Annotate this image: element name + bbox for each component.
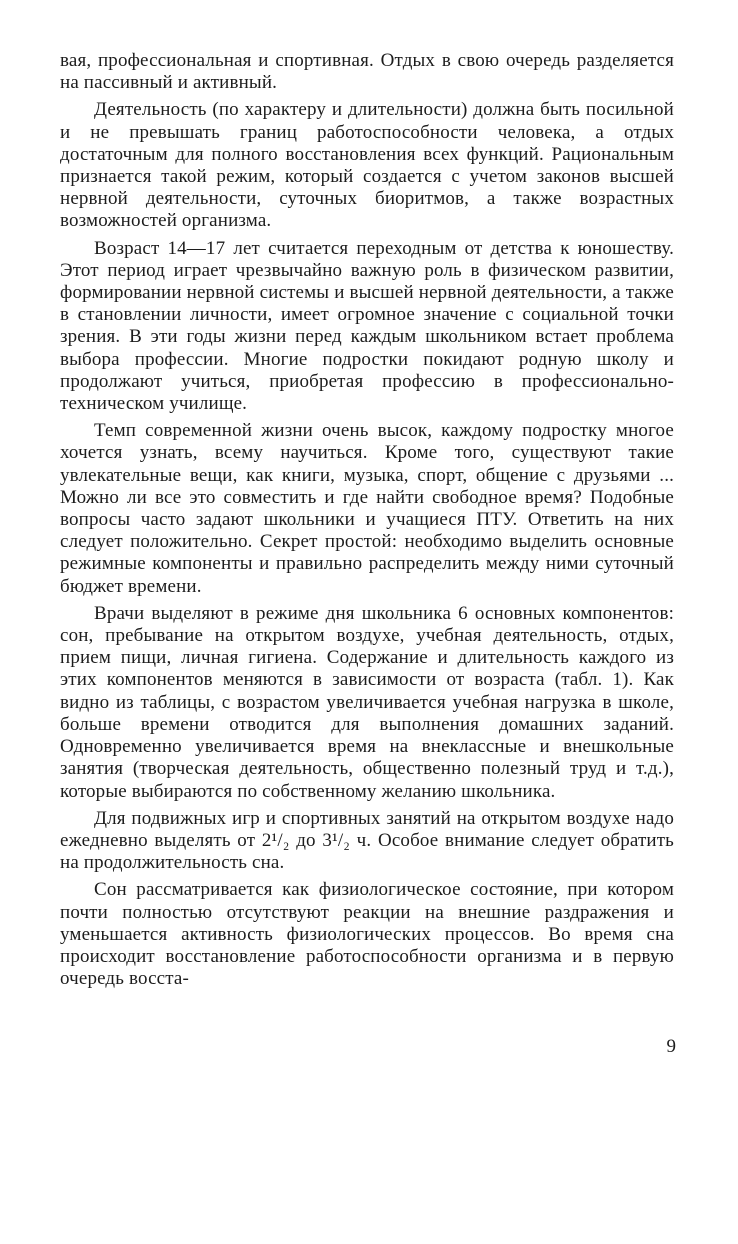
page-number: 9 — [666, 1036, 676, 1057]
paragraph-7: Сон рассматривается как физиологическое состояние, при котором почти полностью отсутствуют реакции на внешние раздражения и уменьшается активность физиологических процессов. Во время сна происходит восстановление работоспособности организма и в первую очередь восста- — [60, 879, 674, 990]
paragraph-6: Для подвижных игр и спортивных занятий на открытом воздухе надо ежедневно выделять от 2¹/₂ до 3¹/₂ ч. Особое внимание следует обратить на продолжительность сна. — [60, 807, 674, 874]
paragraph-4: Темп современной жизни очень высок, каждому подростку многое хочется узнать, всему научиться. Кроме того, существуют такие увлекательные вещи, как книги, музыка, спорт, общение с друзьями ... Можно ли все это совместить и где найти свободное время? Подобные вопросы часто задают школьники и учащиеся ПТУ. Ответить на них следует положительно. Секрет простой: необходимо выделить основные режимные компоненты и правильно распределить между ними суточный бюджет времени. — [60, 420, 674, 597]
paragraph-2: Деятельность (по характеру и длительности) должна быть посильной и не превышать границ работоспособности человека, а отдых достаточным для полного восстановления всех функций. Рациональным признается такой режим, который создается с учетом законов высшей нервной деятельности, суточных биоритмов, а также возрастных возможностей организма. — [60, 99, 674, 232]
paragraph-3: Возраст 14—17 лет считается переходным от детства к юношеству. Этот период играет чрезвычайно важную роль в физическом развитии, формировании нервной системы и высшей нервной деятельности, а также в становлении личности, имеет огромное значение с социальной точки зрения. В эти годы жизни перед каждым школьником встает проблема выбора профессии. Многие подростки покидают родную школу и продолжают учиться, приобретая профессию в профессионально-техническом училище. — [60, 237, 674, 415]
paragraph-1: вая, профессиональная и спортивная. Отдых в свою очередь разделяется на пассивный и активный. — [60, 50, 674, 94]
page-text — [60, 50, 674, 995]
paragraph-5: Врачи выделяют в режиме дня школьника 6 основных компонентов: сон, пребывание на открытом воздухе, учебная деятельность, отдых, прием пищи, личная гигиена. Содержание и длительность каждого из этих компонентов меняются в зависимости от возраста (табл. 1). Как видно из таблицы, с возрастом увеличивается учебная нагрузка в школе, больше времени отводится для выполнения домашних заданий. Одновременно увеличивается время на внеклассные и внешкольные занятия (творческая деятельность, общественно полезный труд и т.д.), которые выбираются по собственному желанию школьника. — [60, 602, 674, 802]
